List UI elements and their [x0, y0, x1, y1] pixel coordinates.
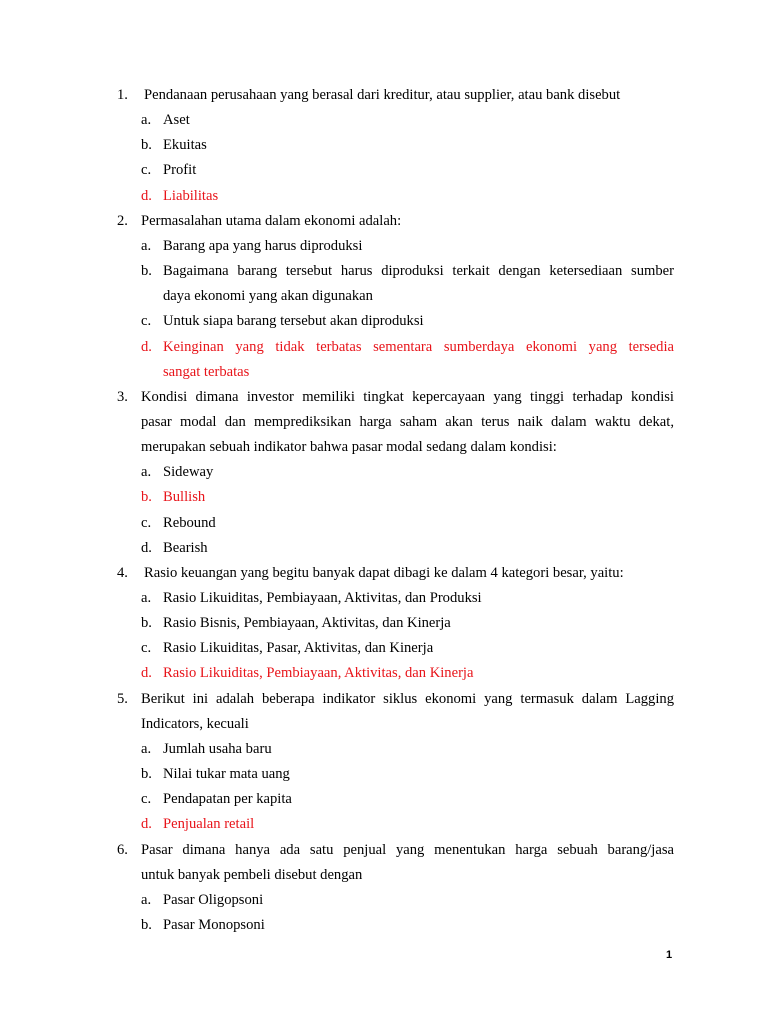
option-text: Jumlah usaha baru [163, 740, 272, 757]
option-letter: a. [141, 891, 152, 908]
question-text: Rasio keuangan yang begitu banyak dapat dibagi ke dalam 4 kategori besar, yaitu: [144, 564, 624, 581]
option-letter: c. [141, 313, 152, 330]
question-number: 2. [117, 212, 128, 229]
option-text: Aset [163, 112, 190, 129]
option-letter: a. [141, 237, 152, 254]
option-text-correct: Keinginan yang tidak terbatas sementara sumberdaya ekonomi yang tersedia [163, 338, 674, 355]
option-text: Bearish [163, 539, 208, 556]
question-text: merupakan sebuah indikator bahwa pasar modal sedang dalam kondisi: [141, 439, 557, 456]
option-text: Rebound [163, 514, 216, 531]
question-text: Kondisi dimana investor memiliki tingkat kepercayaan yang tinggi terhadap kondisi [141, 388, 674, 405]
option-letter: d. [141, 187, 152, 204]
question-number: 3. [117, 388, 128, 405]
question-text: Indicators, kecuali [141, 715, 249, 732]
option-text-correct: Rasio Likuiditas, Pembiayaan, Aktivitas, dan Kinerja [163, 665, 474, 682]
option-letter: d. [141, 816, 152, 833]
option-text-correct: sangat terbatas [163, 363, 250, 380]
question-text: Pendanaan perusahaan yang berasal dari kreditur, atau supplier, atau bank disebut [144, 87, 621, 103]
question-text: pasar modal dan memprediksikan harga saham akan terus naik dalam waktu dekat, [141, 413, 674, 430]
option-letter: b. [141, 916, 152, 933]
option-letter: a. [141, 112, 152, 129]
option-letter: b. [141, 489, 152, 506]
option-letter: b. [141, 615, 152, 632]
option-text: Bagaimana barang tersebut harus diproduksi terkait dengan ketersediaan sumber [163, 263, 674, 279]
option-text: Pendapatan per kapita [163, 791, 292, 808]
option-text-correct: Penjualan retail [163, 816, 255, 833]
page-number: 1 [666, 949, 673, 961]
option-text-correct: Bullish [163, 489, 206, 506]
question-number: 4. [117, 564, 128, 581]
option-text: Sideway [163, 464, 214, 481]
option-letter: d. [141, 338, 152, 355]
option-letter: a. [141, 740, 152, 757]
question-number: 1. [117, 87, 128, 103]
option-text: Pasar Oligopsoni [163, 891, 264, 908]
option-text: Rasio Bisnis, Pembiayaan, Aktivitas, dan Kinerja [163, 615, 451, 632]
option-letter: d. [141, 539, 152, 556]
question-number: 6. [117, 841, 128, 858]
option-letter: c. [141, 514, 152, 531]
option-text: Profit [163, 162, 197, 179]
question-text: Pasar dimana hanya ada satu penjual yang menentukan harga sebuah barang/jasa [141, 841, 674, 858]
option-letter: a. [141, 464, 152, 481]
option-letter: c. [141, 791, 152, 808]
option-letter: c. [141, 640, 152, 657]
question-text: untuk banyak pembeli disebut dengan [141, 866, 363, 883]
option-text: Nilai tukar mata uang [163, 766, 290, 782]
option-letter: b. [141, 137, 152, 154]
option-letter: b. [141, 263, 152, 279]
option-letter: c. [141, 162, 152, 179]
question-text: Berikut ini adalah beberapa indikator siklus ekonomi yang termasuk dalam Lagging [141, 690, 674, 707]
question-text: Permasalahan utama dalam ekonomi adalah: [141, 212, 402, 229]
option-text: Untuk siapa barang tersebut akan diproduksi [163, 313, 424, 330]
option-text: Ekuitas [163, 137, 207, 154]
option-text: daya ekonomi yang akan digunakan [163, 288, 373, 305]
question-number: 5. [117, 690, 128, 707]
option-text: Rasio Likuiditas, Pasar, Aktivitas, dan Kinerja [163, 640, 434, 657]
option-letter: d. [141, 665, 152, 682]
option-letter: b. [141, 766, 152, 782]
option-text: Pasar Monopsoni [163, 916, 265, 933]
option-text-correct: Liabilitas [163, 187, 219, 204]
option-text: Rasio Likuiditas, Pembiayaan, Aktivitas, dan Produksi [163, 590, 482, 606]
option-letter: a. [141, 590, 152, 606]
option-text: Barang apa yang harus diproduksi [163, 237, 363, 254]
